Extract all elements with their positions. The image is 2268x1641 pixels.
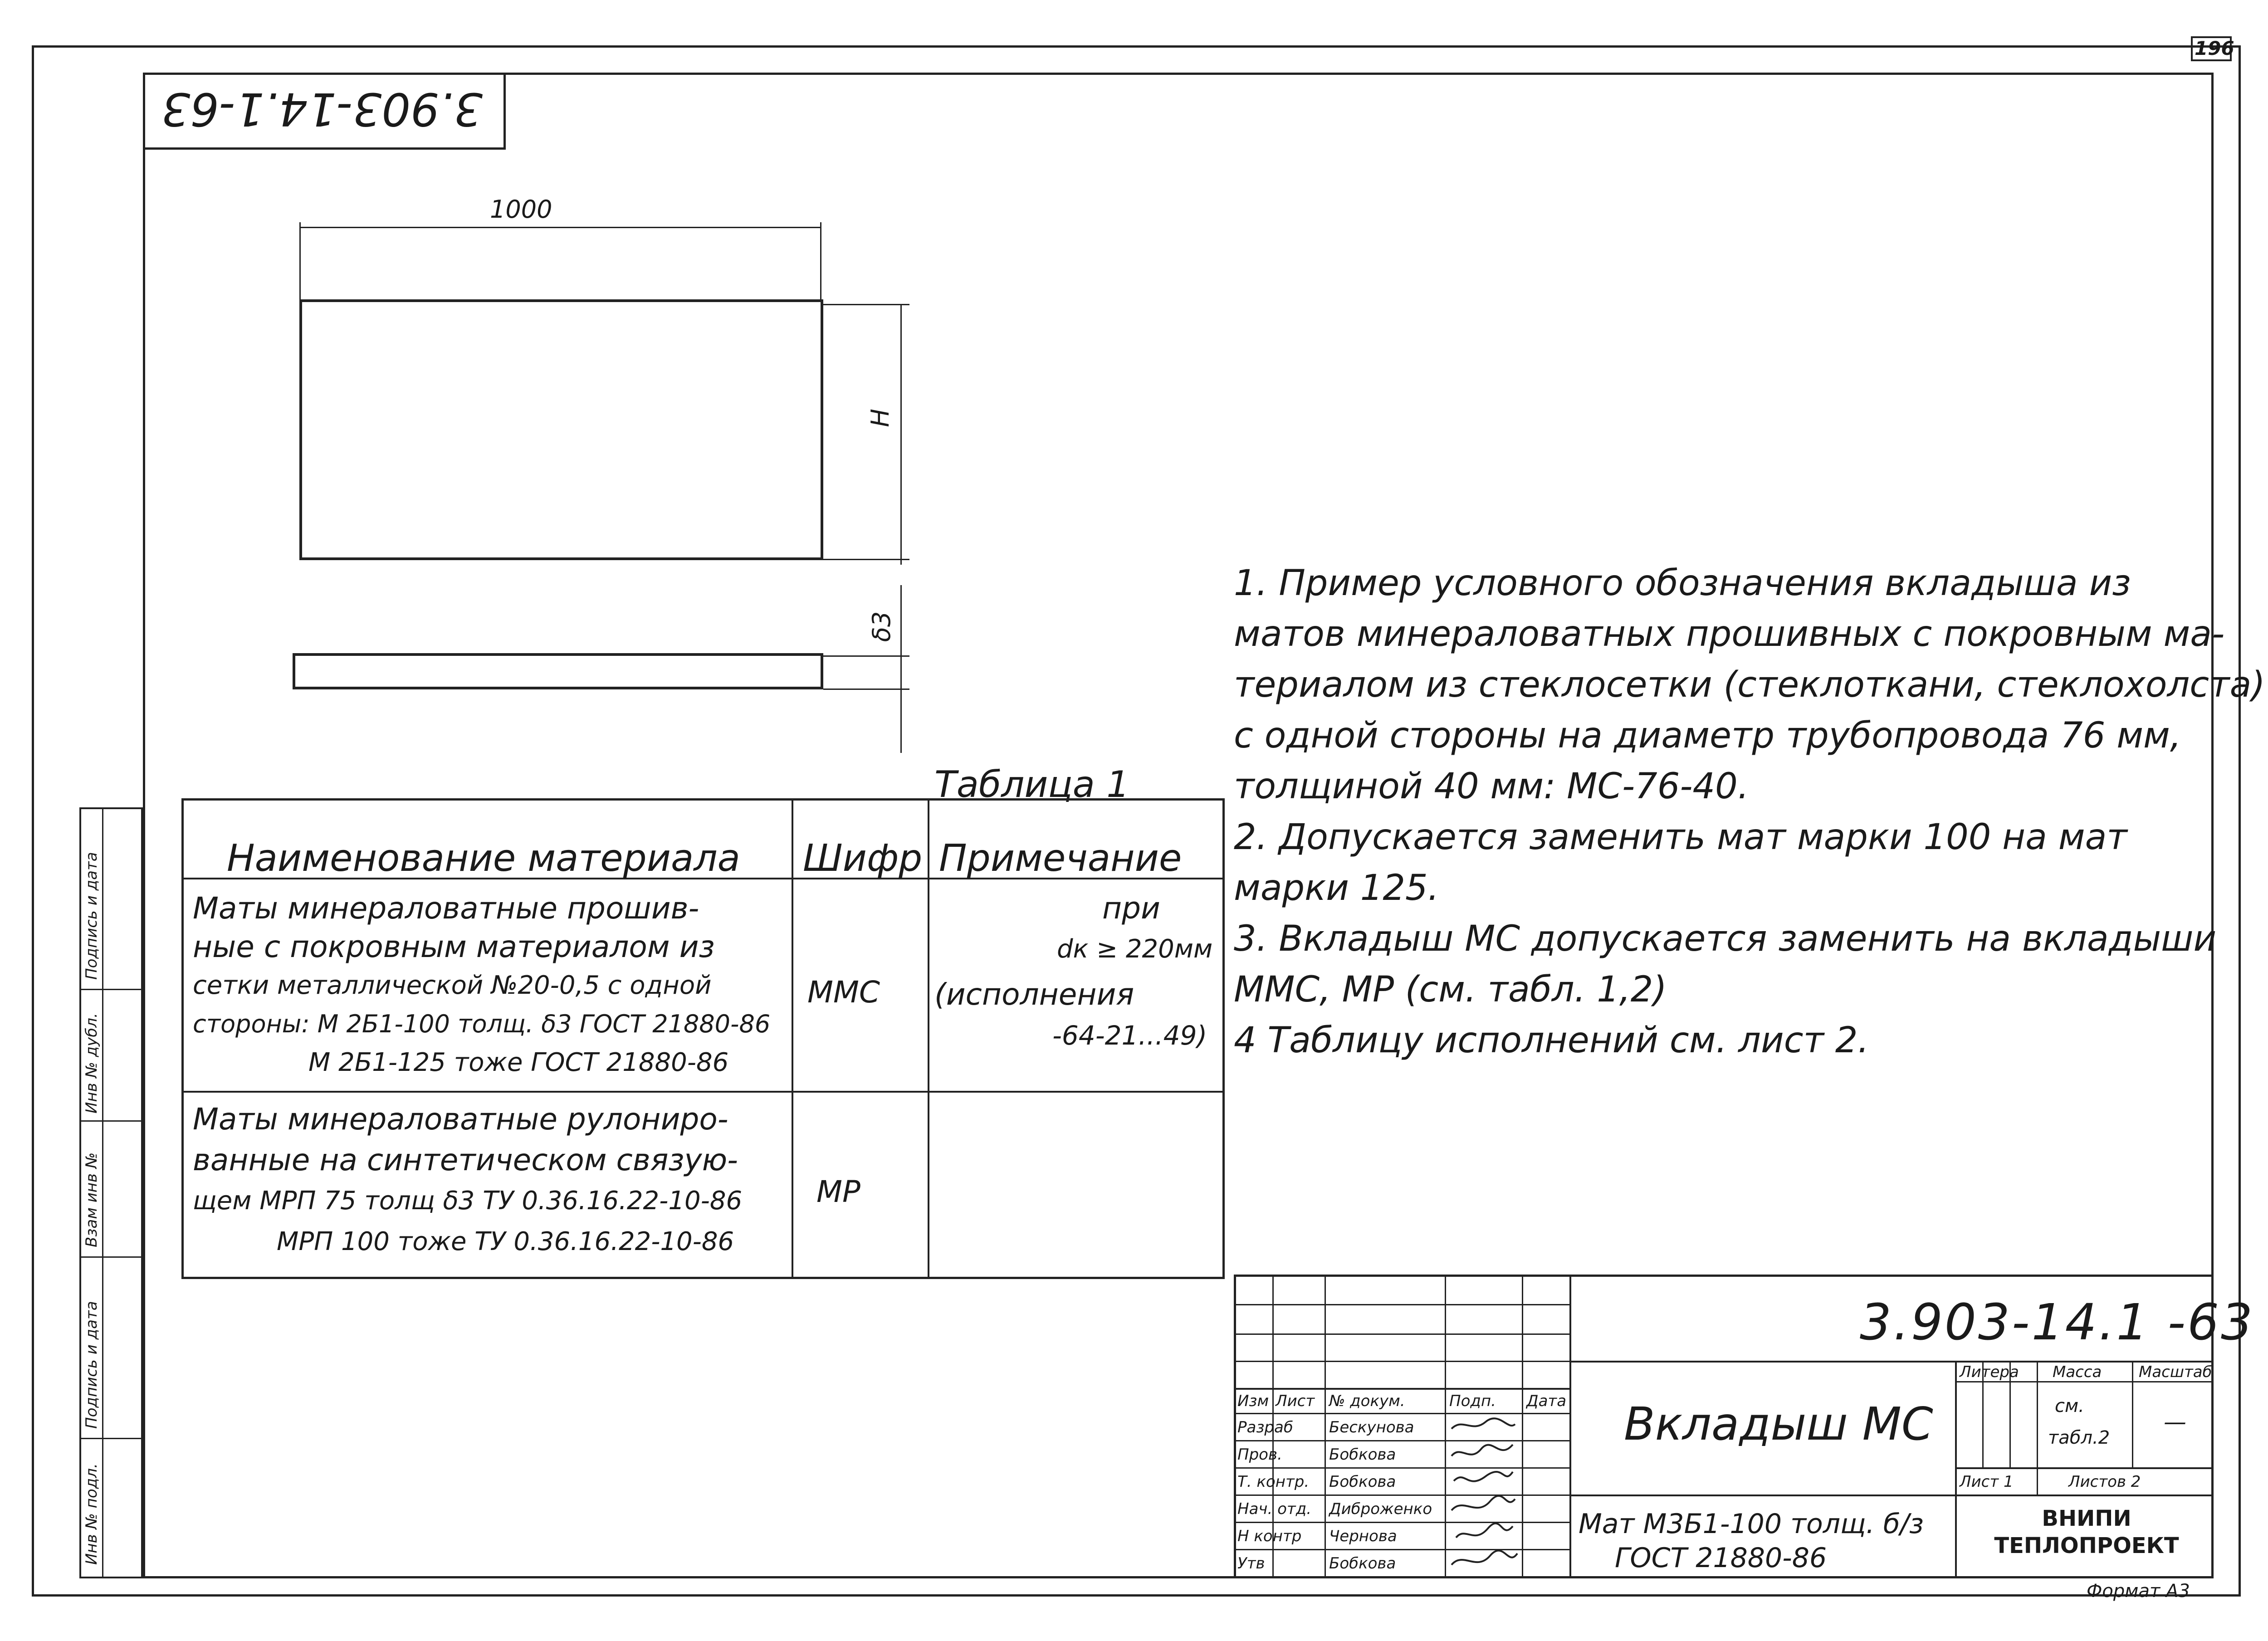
table-col-divider [792, 798, 793, 1279]
tb-grid-h [1569, 1494, 2214, 1496]
tb-mass-value: табл.2 [2048, 1427, 2110, 1448]
side-stamp-label: Подпись и дата [83, 1301, 101, 1429]
row1-note-line: -64-21...49) [1052, 1020, 1207, 1051]
dim-thickness-label: δ3 [867, 611, 896, 642]
side-stamp-row [79, 989, 143, 990]
tb-grid-h [1955, 1381, 2214, 1382]
side-stamp-label: Инв № дубл. [83, 1013, 101, 1114]
row2-code: МР [816, 1174, 860, 1209]
row1-note-line: dк ≥ 220мм [1057, 934, 1213, 964]
dim-width-label: 1000 [490, 195, 552, 224]
row2-name-line: Маты минераловатные рулониро- [193, 1102, 728, 1137]
tb-role: Нач. отд. [1237, 1500, 1312, 1518]
tb-role: Утв [1237, 1554, 1265, 1573]
tb-grid-v [1955, 1361, 1957, 1578]
row1-name-line: М 2Б1-125 тоже ГОСТ 21880-86 [308, 1048, 729, 1077]
note-line: марки 125. [1234, 868, 1439, 908]
row2-name-line: МРП 100 тоже ТУ 0.36.16.22-10-86 [277, 1227, 734, 1256]
table-header-note: Примечание [939, 837, 1182, 880]
tb-person: Бескунова [1329, 1418, 1414, 1436]
row1-code: ММС [807, 975, 880, 1010]
row1-note-line: при [1102, 891, 1160, 926]
tb-mass-value: см. [2055, 1396, 2084, 1416]
side-stamp-label: Подпись и дата [83, 852, 101, 980]
note-line: с одной стороны на диаметр трубопровода 76 мм, [1234, 715, 2181, 756]
signature-marks [1445, 1413, 1522, 1576]
tb-title: Вкладыш МС [1624, 1397, 1933, 1451]
note-line: териалом из стеклосетки (стеклоткани, стеклохолста) [1234, 664, 2265, 705]
note-line: 2. Допускается заменить мат марки 100 на мат [1234, 817, 2127, 858]
side-stamp-label: Взам инв № [83, 1152, 101, 1247]
mat-side-view [293, 653, 823, 689]
tb-grid-h [1234, 1304, 1569, 1305]
tb-role: Н контр [1237, 1527, 1302, 1545]
row2-name-line: щем МРП 75 толщ δ3 ТУ 0.36.16.22-10-86 [193, 1186, 743, 1216]
dim-width-line [299, 227, 821, 228]
tb-sig-header: Дата [1526, 1392, 1567, 1410]
mat-plan-view [299, 299, 823, 560]
note-line: 4 Таблицу исполнений см. лист 2. [1234, 1020, 1869, 1061]
dim-ext-right [820, 222, 821, 302]
table-header-name: Наименование материала [227, 837, 740, 880]
tb-doc-code: 3.903-14.1 -63 [1860, 1293, 2255, 1351]
format-label: Формат А3 [2087, 1581, 2190, 1602]
dim-thickness-tick-top [823, 655, 909, 657]
tb-role: Пров. [1237, 1446, 1282, 1464]
tb-grid-h [1569, 1361, 2214, 1363]
tb-grid-h [1234, 1361, 1569, 1362]
row1-note-line: (исполнения [934, 977, 1134, 1012]
page-number: 196 [2195, 37, 2234, 59]
tb-scale-label: Масштаб [2139, 1363, 2212, 1381]
tb-person: Чернова [1329, 1527, 1397, 1545]
dim-thickness-tick-bottom [823, 689, 909, 690]
dim-height-tick-bottom [823, 559, 909, 560]
row1-name-line: стороны: М 2Б1-100 толщ. δ3 ГОСТ 21880-86 [193, 1010, 771, 1038]
dim-height-line [900, 304, 902, 565]
side-stamp-divider [102, 807, 103, 1578]
tb-sheets-label: Листов 2 [2068, 1473, 2141, 1491]
note-line: ММС, МР (см. табл. 1,2) [1234, 969, 1667, 1010]
table-caption: Таблица 1 [934, 763, 1130, 806]
tb-mass-label: Масса [2053, 1363, 2102, 1381]
row1-name-line: Маты минераловатные прошив- [193, 891, 699, 926]
tb-role: Разраб [1237, 1418, 1293, 1436]
tb-grid-v [1569, 1275, 1571, 1578]
note-line: 1. Пример условного обозначения вкладыша из [1234, 563, 2131, 604]
tb-person: Диброженко [1329, 1500, 1432, 1518]
row1-name-line: ные с покровным материалом из [193, 929, 715, 964]
dim-thickness-line [900, 585, 902, 753]
tb-person: Бобкова [1329, 1554, 1396, 1573]
tb-sig-header: № докум. [1329, 1392, 1405, 1410]
dim-ext-left [299, 222, 301, 302]
side-stamp-row [79, 1438, 143, 1439]
tb-sig-header: Лист [1276, 1392, 1315, 1410]
tb-grid-v [2132, 1361, 2133, 1467]
tb-org-line: ВНИПИ [2042, 1506, 2131, 1531]
tb-grid-h [1955, 1467, 2214, 1469]
row2-name-line: ванные на синтетическом связую- [193, 1143, 738, 1177]
notes-block [1234, 558, 2265, 1066]
doc-number-rotated: 3.903-14.1-63 [161, 83, 483, 136]
tb-grid-h [1234, 1388, 1569, 1390]
side-stamp-label: Инв № подл. [83, 1463, 101, 1565]
tb-litera-label: Литера [1960, 1363, 2019, 1381]
tb-grid-h [1234, 1333, 1569, 1335]
dim-height-tick-top [823, 304, 909, 305]
tb-sig-header: Подп. [1449, 1392, 1496, 1410]
tb-grid-v [1522, 1275, 1523, 1578]
table-header-code: Шифр [803, 837, 923, 880]
side-stamp-row [79, 1256, 143, 1258]
dim-height-label: H [865, 409, 894, 427]
tb-person: Бобкова [1329, 1473, 1396, 1491]
note-line: толщиной 40 мм: МС-76-40. [1234, 766, 1749, 807]
note-line: матов минераловатных прошивных с покровным ма- [1234, 614, 2225, 654]
tb-material-line: ГОСТ 21880-86 [1615, 1542, 1827, 1574]
tb-material-line: Мат М3Б1-100 толщ. б/з [1579, 1508, 1924, 1540]
tb-scale-value: — [2164, 1409, 2186, 1435]
row1-name-line: сетки металлической №20-0,5 с одной [193, 971, 712, 1000]
table-col-divider [928, 798, 929, 1279]
side-stamp-row [79, 1120, 143, 1122]
note-line: 3. Вкладыш МС допускается заменить на вкладыши [1234, 918, 2217, 959]
tb-grid-v [1325, 1275, 1326, 1578]
table-row-divider [181, 1091, 1225, 1093]
tb-sheet-label: Лист 1 [1960, 1473, 2014, 1491]
tb-org-line: ТЕПЛОПРОЕКТ [1994, 1533, 2179, 1558]
tb-role: Т. контр. [1237, 1473, 1310, 1491]
tb-person: Бобкова [1329, 1446, 1396, 1464]
tb-sig-header: Изм [1237, 1392, 1269, 1410]
